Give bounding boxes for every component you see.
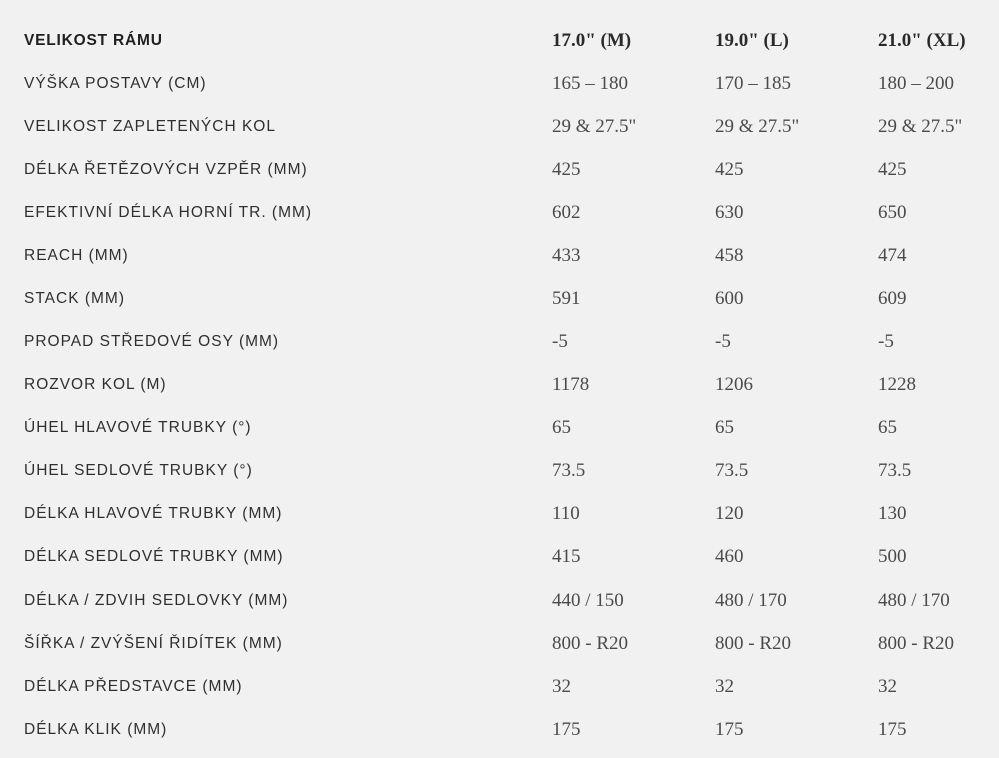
cell-m: 800 - R20 <box>552 632 628 654</box>
header-label: VELIKOST RÁMU <box>24 31 163 49</box>
cell-m: 73.5 <box>552 459 586 481</box>
row-label: PROPAD STŘEDOVÉ OSY (MM) <box>24 332 280 350</box>
table-row <box>0 363 999 406</box>
cell-l: 600 <box>715 287 744 309</box>
row-label: DÉLKA ŘETĚZOVÝCH VZPĚR (MM) <box>24 160 308 178</box>
table-row <box>0 320 999 363</box>
header-size-l: 19.0" (L) <box>715 29 789 51</box>
cell-xl: 474 <box>878 244 907 266</box>
cell-m: 175 <box>552 718 581 740</box>
cell-l: 65 <box>715 416 734 438</box>
table-row <box>0 191 999 234</box>
table-row <box>0 579 999 622</box>
table-header-row <box>0 19 999 62</box>
table-row <box>0 406 999 449</box>
row-label: ŠÍŘKA / ZVÝŠENÍ ŘIDÍTEK (MM) <box>24 634 283 652</box>
cell-l: 175 <box>715 718 744 740</box>
cell-m: 433 <box>552 244 581 266</box>
cell-l: -5 <box>715 330 731 352</box>
cell-m: -5 <box>552 330 568 352</box>
cell-m: 602 <box>552 201 581 223</box>
cell-xl: -5 <box>878 330 894 352</box>
cell-l: 120 <box>715 502 744 524</box>
cell-l: 800 - R20 <box>715 632 791 654</box>
table-row <box>0 277 999 320</box>
cell-xl: 480 / 170 <box>878 589 950 611</box>
row-label: DÉLKA HLAVOVÉ TRUBKY (MM) <box>24 504 283 522</box>
table-row <box>0 148 999 191</box>
row-label: STACK (MM) <box>24 289 125 307</box>
table-row <box>0 449 999 492</box>
cell-xl: 130 <box>878 502 907 524</box>
table-row <box>0 708 999 751</box>
cell-xl: 425 <box>878 158 907 180</box>
cell-xl: 180 – 200 <box>878 72 954 94</box>
header-size-xl: 21.0" (XL) <box>878 29 966 51</box>
cell-m: 65 <box>552 416 571 438</box>
cell-xl: 73.5 <box>878 459 912 481</box>
row-label: VELIKOST ZAPLETENÝCH KOL <box>24 117 276 135</box>
cell-xl: 609 <box>878 287 907 309</box>
cell-xl: 175 <box>878 718 907 740</box>
cell-xl: 29 & 27.5" <box>878 115 963 137</box>
cell-l: 458 <box>715 244 744 266</box>
cell-l: 170 – 185 <box>715 72 791 94</box>
cell-l: 1206 <box>715 373 753 395</box>
table-row <box>0 62 999 105</box>
cell-xl: 500 <box>878 545 907 567</box>
cell-m: 165 – 180 <box>552 72 628 94</box>
cell-m: 440 / 150 <box>552 589 624 611</box>
cell-m: 32 <box>552 675 571 697</box>
cell-m: 415 <box>552 545 581 567</box>
table-row <box>0 622 999 665</box>
table-row <box>0 492 999 535</box>
table-row <box>0 105 999 148</box>
cell-l: 460 <box>715 545 744 567</box>
row-label: DÉLKA KLIK (MM) <box>24 720 168 738</box>
header-size-m: 17.0" (M) <box>552 29 632 51</box>
cell-l: 29 & 27.5" <box>715 115 800 137</box>
row-label: ÚHEL SEDLOVÉ TRUBKY (°) <box>24 461 253 479</box>
cell-l: 630 <box>715 201 744 223</box>
cell-l: 425 <box>715 158 744 180</box>
row-label: DÉLKA SEDLOVÉ TRUBKY (MM) <box>24 547 284 565</box>
row-label: DÉLKA PŘEDSTAVCE (MM) <box>24 677 243 695</box>
cell-m: 110 <box>552 502 580 524</box>
cell-l: 480 / 170 <box>715 589 787 611</box>
cell-xl: 1228 <box>878 373 916 395</box>
table-row <box>0 665 999 708</box>
cell-m: 425 <box>552 158 581 180</box>
row-label: ÚHEL HLAVOVÉ TRUBKY (°) <box>24 418 252 436</box>
row-label: DÉLKA / ZDVIH SEDLOVKY (MM) <box>24 591 289 609</box>
cell-xl: 32 <box>878 675 897 697</box>
row-label: REACH (MM) <box>24 246 129 264</box>
cell-l: 32 <box>715 675 734 697</box>
cell-xl: 800 - R20 <box>878 632 954 654</box>
cell-m: 29 & 27.5" <box>552 115 637 137</box>
cell-m: 1178 <box>552 373 590 395</box>
row-label: ROZVOR KOL (M) <box>24 375 167 393</box>
cell-l: 73.5 <box>715 459 749 481</box>
row-label: VÝŠKA POSTAVY (CM) <box>24 74 207 92</box>
row-label: EFEKTIVNÍ DÉLKA HORNÍ TR. (MM) <box>24 203 313 221</box>
table-row <box>0 234 999 277</box>
cell-m: 591 <box>552 287 581 309</box>
table-row <box>0 535 999 578</box>
cell-xl: 65 <box>878 416 897 438</box>
cell-xl: 650 <box>878 201 907 223</box>
